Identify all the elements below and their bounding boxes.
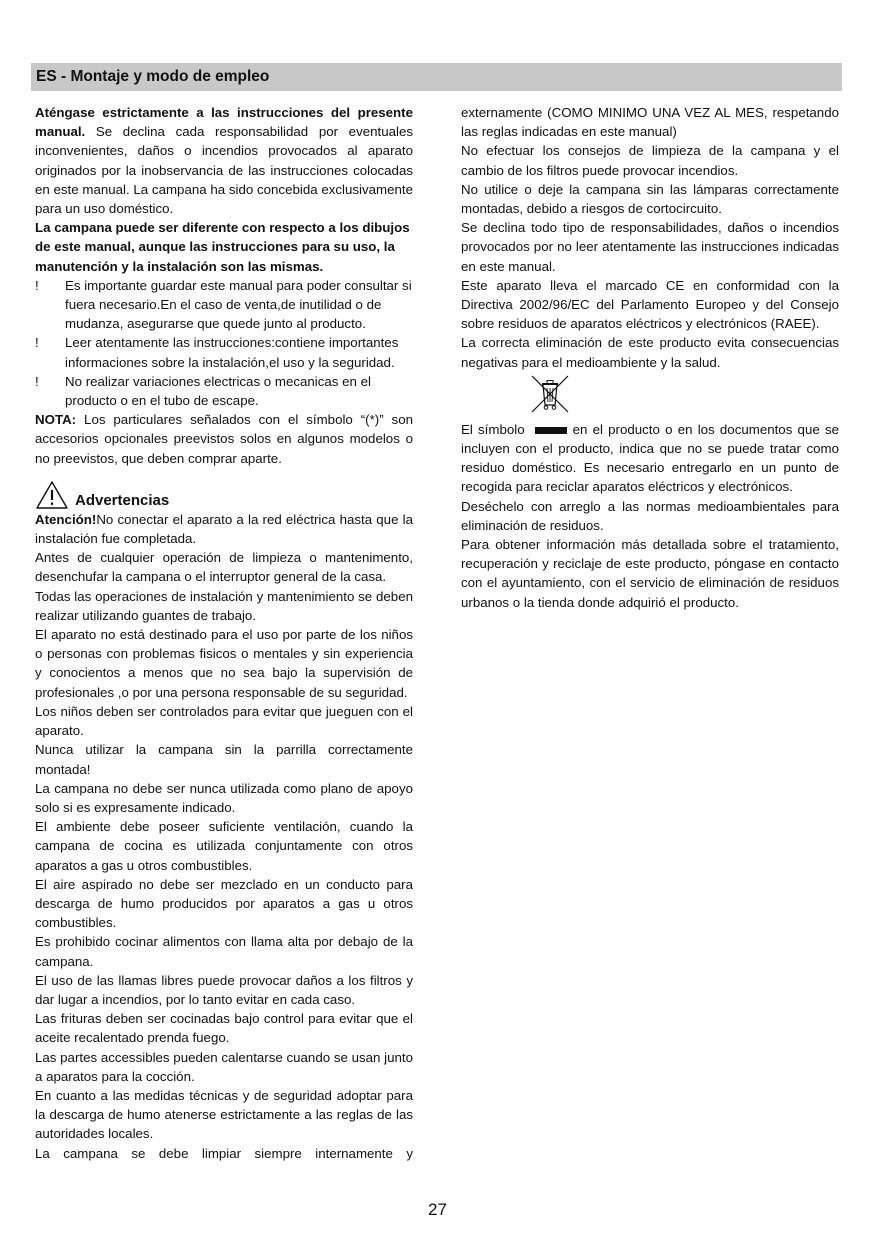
atencion-paragraph [35, 510, 413, 548]
warnings-heading [35, 478, 413, 510]
section-title: ES - Montaje y modo de empleo [36, 68, 270, 85]
warning-paragraph: Antes de cualquier operación de limpieza o mantenimento, desenchufar la campana o el interruptor general de la casa. [35, 550, 413, 585]
nota-text: Los particulares señalados con el símbolo “(*)” son accesorios opcionales preevistos solos en algunos modelos o no preevistos, que deben comprar aparte. [35, 412, 413, 466]
section-header [31, 63, 842, 91]
info-paragraph: No efectuar los consejos de limpieza de la campana y el cambio de los filtros puede provocar incendios. [461, 143, 839, 178]
page-number: 27 [428, 1200, 447, 1219]
warning-paragraph: El aire aspirado no debe ser mezclado en un conducto para descarga de humo producidos por aparatos a gas u otros combustibles. [35, 876, 413, 931]
bullet-item [35, 372, 413, 410]
info-paragraph: Se declina todo tipo de responsabilidades, daños o incendios provocados por no leer atentamente las instrucciones indicadas en este manual. [461, 220, 839, 274]
symbol-paragraph [461, 420, 839, 497]
info-paragraph: No utilice o deje la campana sin las lámparas correctamente montadas, debido a riesgos de cortocircuito. [461, 181, 839, 217]
info-paragraph: Este aparato lleva el marcado CE en conformidad con la Directiva 2002/96/EC del Parlamento Europeo y del Consejo sobre residuos de aparatos eléctricos y electrónicos (RAEE). [461, 277, 839, 332]
intro-text: Se declina cada responsabilidad por eventuales inconvenientes, daños o incendios provocados al aparato originados por la inobservancia de las instrucciones colocadas en este manual. La campana ha sido concebida exclusivamente para un uso doméstico. [35, 124, 413, 217]
continued-paragraph: externamente (COMO MINIMO UNA VEZ AL MES, respetando las reglas indicadas en este manual) [461, 105, 839, 140]
warning-paragraph: Nunca utilizar la campana sin la parrilla correctamente montada! [35, 742, 413, 777]
warning-paragraph: La campana se debe limpiar siempre internamente y [35, 1145, 413, 1161]
bullet-text: Es importante guardar este manual para poder consultar si fuera necesario.En el caso de venta,de inutilidad o de mudanza, asegurarse que quede junto al producto. [65, 277, 412, 332]
warning-paragraph: Todas las operaciones de instalación y mantenimiento se deben realizar utilizando guantes de trabajo. [35, 588, 413, 623]
warning-paragraph: La campana no debe ser nunca utilizada como plano de apoyo solo si es expresamente indicado. [35, 780, 413, 815]
warning-paragraph: Las frituras deben ser cocinadas bajo control para evitar que el aceite recalentado prenda fuego. [35, 1011, 413, 1046]
bullet-text: Leer atentamente las instrucciones:contiene importantes informaciones sobre la instalación,el uso y la seguridad. [65, 335, 399, 370]
symbol-text-before: El símbolo [461, 421, 525, 437]
bullet-item [35, 276, 413, 334]
warning-paragraph: En cuanto a las medidas técnicas y de seguridad adoptar para la descarga de humo atenerse estrictamente a las reglas de las autoridades locales. [35, 1087, 413, 1142]
info-paragraph: Para obtener información más detallada sobre el tratamiento, recuperación y reciclaje de este producto, póngase en contacto con el ayuntamiento, con el servicio de eliminación de residuos urbanos o la tienda donde adquirió el producto. [461, 537, 839, 610]
atencion-label: Atención! [35, 511, 97, 527]
warning-triangle-icon [35, 480, 69, 510]
bullet-text: No realizar variaciones electricas o mecanicas en el producto o en el tubo de escape. [65, 373, 371, 409]
atencion-text: No conectar el aparato a la red eléctrica hasta que la instalación fue completada. [35, 511, 413, 547]
black-bar-icon [535, 427, 567, 434]
bullet-mark: ! [35, 277, 39, 293]
design-note-paragraph: La campana puede ser diferente con respecto a los dibujos de este manual, aunque las instrucciones para su uso, la manutención y la instalación son las mismas. [35, 220, 410, 274]
warning-paragraph: El aparato no está destinado para el uso por parte de los niños o personas con problemas fisicos o mentales y sin experiencia y conocientos a menos que no sea bajo la supervisión de profesionales ,o por una persona responsable de su seguridad. [35, 627, 413, 700]
warnings-title: Advertencias [75, 491, 170, 509]
bullet-mark: ! [35, 373, 39, 389]
info-paragraph: La correcta eliminación de este producto evita consecuencias negativas para el medioambiente y la salud. [461, 335, 839, 370]
bullet-item [35, 333, 413, 371]
warning-paragraph: Es prohibido cocinar alimentos con llama alta por debajo de la campana. [35, 934, 413, 969]
warning-paragraph: Las partes accessibles pueden calentarse cuando se usan junto a aparatos para la cocción. [35, 1049, 413, 1084]
right-column [461, 103, 839, 612]
crossed-bin-icon [528, 372, 572, 416]
intro-bold-text: Aténgase estrictamente a las instrucciones del presente manual. [35, 105, 413, 140]
symbol-text-after: en el producto o en los documentos que se incluyen con el producto, indica que no se puede tratar como residuo doméstico. Es necesario entregarlo en un punto de recogida para reciclar aparatos eléctricos y electrónicos. [461, 421, 839, 495]
warning-paragraph: El uso de las llamas libres puede provocar daños a los filtros y dar lugar a incendios, por lo tanto evitar en cada caso. [35, 972, 413, 1007]
weee-symbol-area [461, 372, 839, 420]
nota-paragraph [35, 410, 413, 468]
warning-paragraph: Los niños deben ser controlados para evitar que jueguen con el aparato. [35, 703, 413, 739]
intro-paragraph [35, 103, 413, 218]
bullet-mark: ! [35, 335, 39, 351]
nota-label: NOTA: [35, 412, 77, 428]
left-column [35, 103, 413, 1163]
info-paragraph: Deséchelo con arreglo a las normas medioambientales para eliminación de residuos. [461, 498, 839, 533]
warning-paragraph: El ambiente debe poseer suficiente ventilación, cuando la campana de cocina es utilizada conjuntamente con otros aparatos a gas u otros combustibles. [35, 819, 413, 873]
